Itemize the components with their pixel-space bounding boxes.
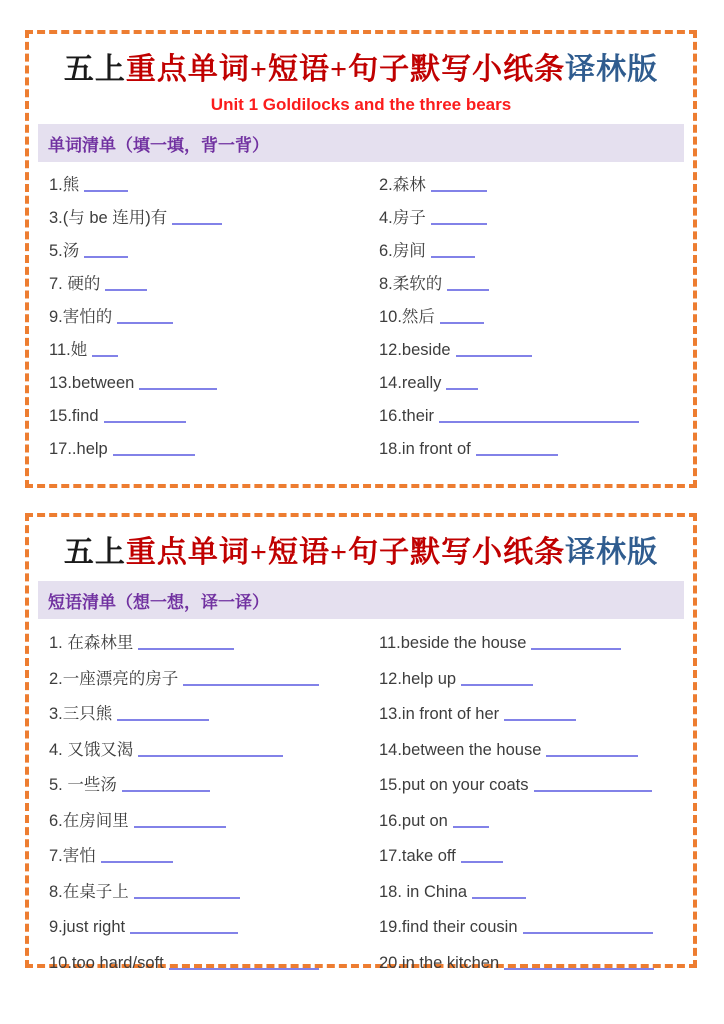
answer-blank[interactable] xyxy=(84,178,128,192)
answer-blank[interactable] xyxy=(546,743,638,757)
answer-blank[interactable] xyxy=(117,707,209,721)
item-label: 9.just right xyxy=(49,918,126,936)
list-item xyxy=(49,433,379,466)
item-label: 16.put on xyxy=(379,811,448,830)
word-list xyxy=(29,162,693,466)
item-label: 15.find xyxy=(49,407,99,425)
phrase-list xyxy=(29,619,693,981)
list-item xyxy=(379,433,693,466)
item-label: 1. 在森林里 xyxy=(49,634,134,652)
list-item xyxy=(379,875,693,911)
card-title-grade: 五上 xyxy=(63,53,126,86)
item-label: 18.in front of xyxy=(379,440,471,458)
answer-blank[interactable] xyxy=(169,956,319,970)
list-item xyxy=(49,400,379,433)
worksheet-card-phrases xyxy=(25,513,697,972)
section-header-phrases: 短语清单（想一想，译一译） xyxy=(38,581,684,619)
list-item xyxy=(49,268,379,301)
list-item xyxy=(49,697,379,733)
answer-blank[interactable] xyxy=(446,376,478,390)
answer-blank[interactable] xyxy=(139,376,217,390)
list-item xyxy=(379,662,693,698)
list-item xyxy=(49,875,379,911)
answer-blank[interactable] xyxy=(439,409,639,423)
answer-blank[interactable] xyxy=(172,211,222,225)
list-item xyxy=(379,202,693,235)
card-title xyxy=(29,50,693,89)
list-item xyxy=(379,946,693,982)
list-item xyxy=(49,839,379,875)
card-title-main: 重点单词+短语+句子默写小纸条 xyxy=(125,53,566,86)
list-item xyxy=(49,662,379,698)
list-item xyxy=(49,626,379,662)
item-label: 12.beside xyxy=(379,341,451,359)
list-item xyxy=(379,626,693,662)
card-title-grade: 五上 xyxy=(63,536,126,569)
list-item xyxy=(379,169,693,202)
unit-subtitle: Unit 1 Goldilocks and the three bears xyxy=(210,95,512,114)
item-label: 2.森林 xyxy=(379,176,426,194)
list-item xyxy=(49,367,379,400)
item-label: 14.between the house xyxy=(379,740,542,759)
answer-blank[interactable] xyxy=(456,343,532,357)
item-label: 11.beside the house xyxy=(379,634,527,652)
list-item xyxy=(49,202,379,235)
item-label: 3.(与 be 连用)有 xyxy=(49,209,168,227)
answer-blank[interactable] xyxy=(104,409,186,423)
list-item xyxy=(49,301,379,334)
list-item xyxy=(379,334,693,367)
item-label: 4.房子 xyxy=(379,209,426,227)
list-item xyxy=(49,768,379,804)
answer-blank[interactable] xyxy=(122,778,210,792)
item-label: 19.find their cousin xyxy=(379,918,518,936)
item-label: 12.help up xyxy=(379,669,457,688)
item-label: 11.她 xyxy=(49,341,88,359)
answer-blank[interactable] xyxy=(440,310,484,324)
item-label: 7.害怕 xyxy=(49,847,96,865)
answer-blank[interactable] xyxy=(101,849,173,863)
list-item xyxy=(379,910,693,946)
card-title-edition: 译林版 xyxy=(565,536,659,569)
item-label: 6.房间 xyxy=(379,242,426,260)
answer-blank[interactable] xyxy=(504,956,654,970)
list-item xyxy=(49,946,379,982)
item-label: 4. 又饿又渴 xyxy=(49,740,134,759)
answer-blank[interactable] xyxy=(130,920,238,934)
item-label: 5. 一些汤 xyxy=(49,776,117,794)
card-title xyxy=(29,533,693,572)
item-label: 3.三只熊 xyxy=(49,705,113,723)
item-label: 2.一座漂亮的房子 xyxy=(49,669,179,688)
answer-blank[interactable] xyxy=(117,310,173,324)
list-item xyxy=(379,804,693,840)
answer-blank[interactable] xyxy=(134,814,226,828)
answer-blank[interactable] xyxy=(105,277,147,291)
list-item xyxy=(379,839,693,875)
list-item xyxy=(379,400,693,433)
item-label: 10.然后 xyxy=(379,308,435,326)
list-item xyxy=(379,768,693,804)
answer-blank[interactable] xyxy=(84,244,128,258)
answer-blank[interactable] xyxy=(461,849,503,863)
answer-blank[interactable] xyxy=(447,277,489,291)
item-label: 13.between xyxy=(49,374,135,392)
list-item xyxy=(49,169,379,202)
answer-blank[interactable] xyxy=(431,211,487,225)
item-label: 16.their xyxy=(379,407,435,425)
answer-blank[interactable] xyxy=(453,814,489,828)
answer-blank[interactable] xyxy=(476,442,558,456)
item-label: 6.在房间里 xyxy=(49,811,129,830)
item-label: 14.really xyxy=(379,374,442,392)
list-item xyxy=(379,268,693,301)
answer-blank[interactable] xyxy=(431,244,475,258)
phrase-list-left-column xyxy=(49,626,379,981)
worksheet-card-words xyxy=(25,30,697,488)
list-item xyxy=(379,301,693,334)
section-header-words: 单词清单（填一填，背一背） xyxy=(38,124,684,162)
list-item xyxy=(49,235,379,268)
answer-blank[interactable] xyxy=(138,636,234,650)
list-item xyxy=(379,235,693,268)
item-label: 8.在桌子上 xyxy=(49,882,129,901)
item-label: 1.熊 xyxy=(49,176,80,194)
card-title-edition: 译林版 xyxy=(565,53,659,86)
item-label: 10.too hard/soft xyxy=(49,953,164,972)
card-title-main: 重点单词+短语+句子默写小纸条 xyxy=(125,536,566,569)
item-label: 7. 硬的 xyxy=(49,275,101,293)
item-label: 9.害怕的 xyxy=(49,308,113,326)
answer-blank[interactable] xyxy=(472,885,526,899)
answer-blank[interactable] xyxy=(134,885,240,899)
item-label: 20.in the kitchen xyxy=(379,953,500,972)
phrase-list-right-column xyxy=(379,626,693,981)
list-item xyxy=(49,733,379,769)
list-item xyxy=(379,367,693,400)
item-label: 8.柔软的 xyxy=(379,275,443,293)
answer-blank[interactable] xyxy=(504,707,576,721)
item-label: 17..help xyxy=(49,440,108,458)
word-list-left-column xyxy=(49,169,379,466)
item-label: 17.take off xyxy=(379,847,456,865)
answer-blank[interactable] xyxy=(461,672,533,686)
list-item xyxy=(49,804,379,840)
list-item xyxy=(49,910,379,946)
answer-blank[interactable] xyxy=(431,178,487,192)
answer-blank[interactable] xyxy=(113,442,195,456)
answer-blank[interactable] xyxy=(534,778,652,792)
item-label: 5.汤 xyxy=(49,242,80,260)
item-label: 18. in China xyxy=(379,882,468,901)
item-label: 15.put on your coats xyxy=(379,776,529,794)
answer-blank[interactable] xyxy=(92,343,118,357)
list-item xyxy=(379,697,693,733)
list-item xyxy=(379,733,693,769)
answer-blank[interactable] xyxy=(138,743,283,757)
answer-blank[interactable] xyxy=(531,636,621,650)
answer-blank[interactable] xyxy=(523,920,653,934)
item-label: 13.in front of her xyxy=(379,705,500,723)
word-list-right-column xyxy=(379,169,693,466)
list-item xyxy=(49,334,379,367)
answer-blank[interactable] xyxy=(183,672,319,686)
